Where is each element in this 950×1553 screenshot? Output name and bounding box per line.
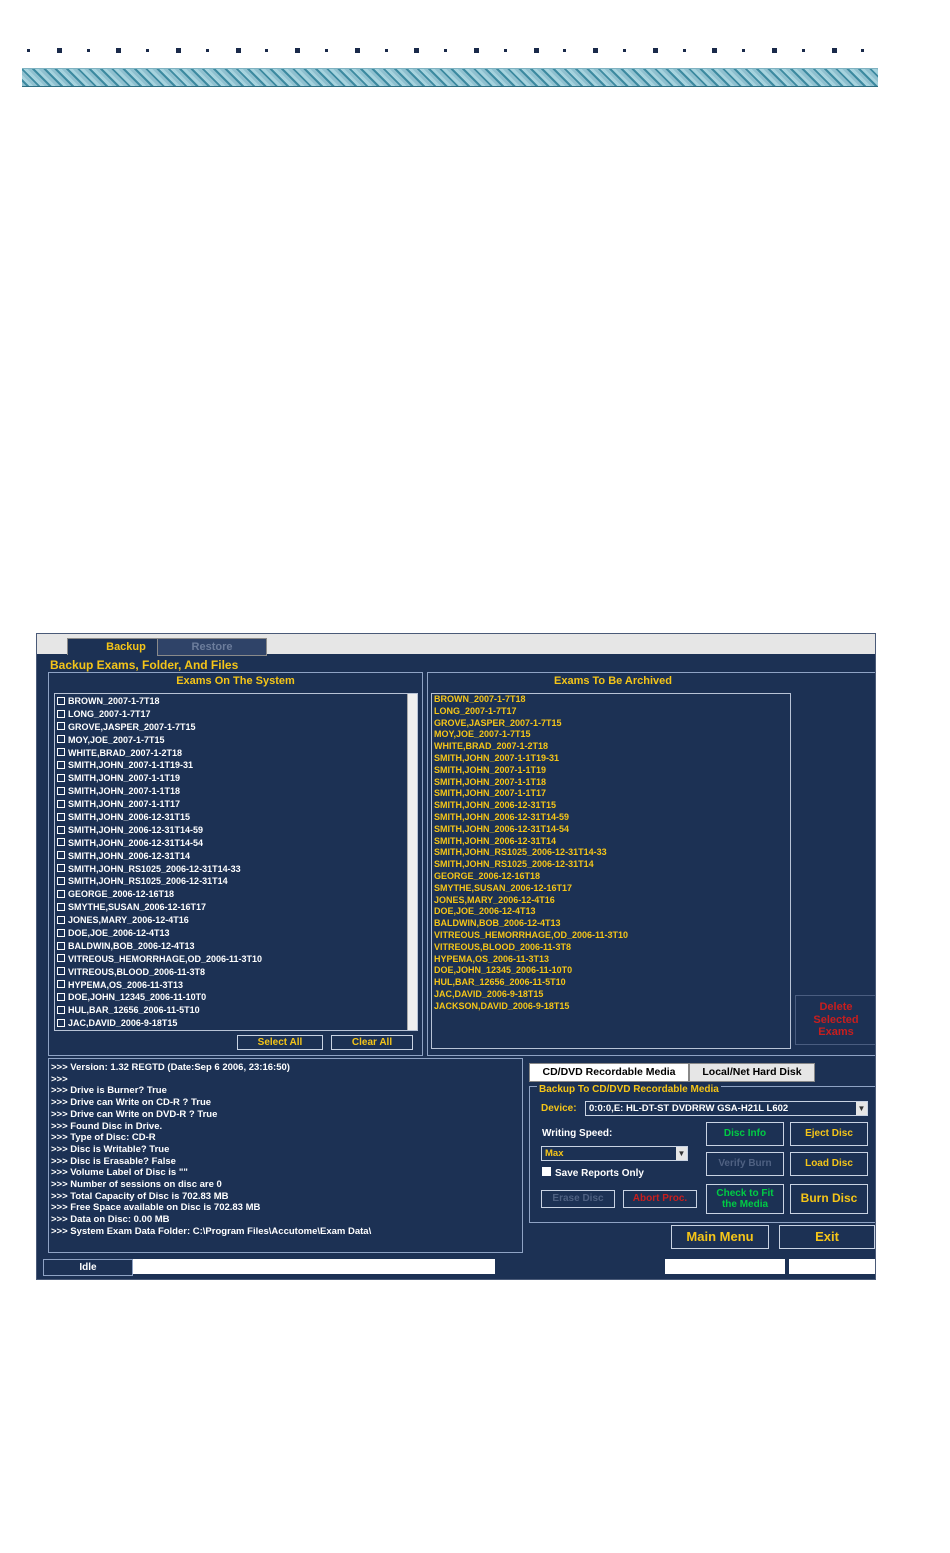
checkbox-icon[interactable]	[57, 1006, 65, 1014]
list-item-label: GROVE,JASPER_2007-1-7T15	[68, 721, 196, 732]
checkbox-icon[interactable]	[57, 800, 65, 808]
disc-info-button[interactable]: Disc Info	[706, 1122, 784, 1146]
checkbox-icon[interactable]	[57, 864, 65, 872]
writing-speed-select[interactable]	[541, 1146, 688, 1161]
list-item-label: SMITH,JOHN_RS1025_2006-12-31T14-33	[68, 863, 241, 874]
checkbox-icon[interactable]	[57, 838, 65, 846]
cd-dvd-group	[529, 1086, 876, 1223]
list-item[interactable]: HUL,BAR_12656_2006-11-5T10	[434, 977, 566, 988]
exit-button[interactable]: Exit	[779, 1225, 875, 1249]
clear-all-button[interactable]: Clear All	[331, 1035, 413, 1050]
decorative-dot	[87, 49, 90, 52]
checkbox-icon[interactable]	[57, 954, 65, 962]
list-item[interactable]	[55, 927, 262, 940]
list-item[interactable]	[55, 695, 262, 708]
decorative-dot	[116, 48, 121, 53]
list-item[interactable]: DOE,JOHN_12345_2006-11-10T0	[434, 965, 573, 976]
status-field-2	[665, 1259, 785, 1274]
log-line: >>> Free Space available on Disc is 702.83 MB	[51, 1202, 261, 1214]
log-line: >>> Type of Disc: CD-R	[51, 1132, 156, 1144]
list-item[interactable]: LONG_2007-1-7T17	[434, 705, 517, 716]
decorative-dot	[355, 48, 360, 53]
abort-proc-button[interactable]: Abort Proc.	[623, 1190, 697, 1208]
checkbox-icon[interactable]	[57, 761, 65, 769]
log-line: >>> Drive is Burner? True	[51, 1085, 167, 1097]
checkbox-icon[interactable]	[57, 787, 65, 795]
list-item[interactable]	[55, 837, 262, 850]
log-line: >>> Drive can Write on DVD-R ? True	[51, 1108, 218, 1120]
list-item[interactable]	[55, 759, 262, 772]
decorative-dot	[832, 48, 837, 53]
list-item-label: SMYTHE,SUSAN_2006-12-16T17	[68, 902, 207, 913]
log-line: >>> Found Disc in Drive.	[51, 1120, 163, 1132]
list-item[interactable]: VITREOUS,BLOOD_2006-11-3T8	[434, 941, 572, 952]
list-item[interactable]: SMITH,JOHN_RS1025_2006-12-31T14	[434, 859, 594, 870]
list-item[interactable]	[55, 966, 262, 979]
decorative-dot	[683, 49, 686, 52]
list-item[interactable]	[55, 888, 262, 901]
list-item[interactable]	[55, 875, 262, 888]
checkbox-icon[interactable]	[57, 697, 65, 705]
list-item[interactable]: SMYTHE,SUSAN_2006-12-16T17	[434, 882, 573, 893]
list-item[interactable]: JACKSON,DAVID_2006-9-18T15	[434, 1000, 570, 1011]
checkbox-icon[interactable]	[57, 851, 65, 859]
list-item[interactable]	[55, 863, 262, 876]
list-item-label: SMITH,JOHN_2006-12-31T14-54	[68, 837, 204, 848]
list-item[interactable]	[55, 708, 262, 721]
exams-on-system-title: Exams On The System	[176, 675, 295, 687]
list-item[interactable]: SMITH,JOHN_2006-12-31T14-59	[434, 811, 570, 822]
tab-local-net-hard-disk[interactable]: Local/Net Hard Disk	[689, 1063, 815, 1082]
erase-disc-button[interactable]: Erase Disc	[541, 1190, 615, 1208]
log-line: >>>	[51, 1073, 68, 1085]
list-item[interactable]	[55, 901, 262, 914]
exams-to-archive-title: Exams To Be Archived	[554, 675, 672, 687]
check-to-fit-button[interactable]: Check to Fit the Media	[706, 1184, 784, 1214]
list-item-label: LONG_2007-1-7T17	[68, 708, 151, 719]
status-field-1	[133, 1259, 495, 1274]
list-item-label: GEORGE_2006-12-16T18	[68, 889, 175, 900]
decorative-dot	[504, 49, 507, 52]
list-item[interactable]: GROVE,JASPER_2007-1-7T15	[434, 717, 562, 728]
decorative-dot	[623, 49, 626, 52]
log-line: >>> Total Capacity of Disc is 702.83 MB	[51, 1190, 229, 1202]
decorative-dot	[206, 49, 209, 52]
list-item-label: BROWN_2007-1-7T18	[68, 696, 160, 706]
decorative-dot	[325, 49, 328, 52]
list-item[interactable]: SMITH,JOHN_2007-1-1T19	[434, 764, 547, 775]
tab-cd-dvd-media[interactable]: CD/DVD Recordable Media	[529, 1063, 689, 1082]
list-item-label: HYPEMA,OS_2006-11-3T13	[68, 979, 184, 990]
backup-window	[36, 633, 876, 1280]
exams-on-system-panel	[48, 672, 423, 1056]
chevron-down-icon[interactable]: ▼	[677, 1149, 686, 1158]
checkbox-icon[interactable]	[57, 813, 65, 821]
device-label: Device:	[541, 1103, 577, 1114]
device-value: 0:0:0,E: HL-DT-ST DVDRRW GSA-H21L L602	[589, 1103, 789, 1114]
exams-to-archive-panel	[427, 672, 876, 1056]
log-line: >>> Disc is Writable? True	[51, 1143, 170, 1155]
list-item[interactable]	[55, 734, 262, 747]
status-bar	[37, 1257, 875, 1277]
decorative-dot	[27, 49, 30, 52]
list-item-label: DOE,JOE_2006-12-4T13	[68, 928, 170, 939]
list-item[interactable]	[55, 798, 262, 811]
checkbox-icon[interactable]	[57, 942, 65, 950]
eject-disc-button[interactable]: Eject Disc	[790, 1122, 868, 1146]
checkbox-icon[interactable]	[57, 890, 65, 898]
checkbox-icon[interactable]	[57, 774, 65, 782]
list-item-label: SMITH,JOHN_2006-12-31T15	[68, 812, 191, 823]
list-item[interactable]: DOE,JOE_2006-12-4T13	[434, 906, 536, 917]
list-item-label: JAC,DAVID_2006-9-18T15	[68, 1018, 178, 1029]
list-item[interactable]	[55, 979, 262, 992]
decorative-dot	[653, 48, 658, 53]
checkbox-icon[interactable]	[57, 980, 65, 988]
list-item[interactable]: WHITE,BRAD_2007-1-2T18	[434, 741, 549, 752]
decorative-dot	[772, 48, 777, 53]
list-item[interactable]	[55, 953, 262, 966]
list-item[interactable]: BALDWIN,BOB_2006-12-4T13	[434, 918, 561, 929]
decorative-dot	[176, 48, 181, 53]
list-item[interactable]: SMITH,JOHN_2006-12-31T15	[434, 800, 557, 811]
checkbox-icon[interactable]	[57, 967, 65, 975]
checkbox-icon[interactable]	[57, 877, 65, 885]
writing-speed-label: Writing Speed:	[542, 1128, 613, 1139]
list-item[interactable]	[55, 1017, 262, 1030]
tab-backup[interactable]: Backup	[67, 638, 185, 655]
list-item[interactable]: HYPEMA,OS_2006-11-3T13	[434, 953, 550, 964]
checkbox-icon[interactable]	[57, 903, 65, 911]
header-dot-rule	[22, 46, 882, 56]
list-item[interactable]: BROWN_2007-1-7T18	[434, 694, 526, 704]
list-item[interactable]: VITREOUS_HEMORRHAGE,OD_2006-11-3T10	[434, 929, 629, 940]
checkbox-icon[interactable]	[57, 748, 65, 756]
writing-speed-value: Max	[545, 1148, 564, 1159]
list-item[interactable]	[55, 914, 262, 927]
decorative-dot	[414, 48, 419, 53]
list-item[interactable]	[55, 772, 262, 785]
log-output	[51, 1062, 371, 1238]
decorative-dot	[57, 48, 62, 53]
burn-disc-button[interactable]: Burn Disc	[790, 1184, 868, 1214]
list-item-label: MOY,JOE_2007-1-7T15	[68, 734, 165, 745]
log-line: >>> Version: 1.32 REGTD (Date:Sep 6 2006, 23:16:50)	[51, 1062, 290, 1073]
list-item[interactable]	[55, 811, 262, 824]
list-item[interactable]	[55, 940, 262, 953]
main-menu-button[interactable]: Main Menu	[671, 1225, 769, 1249]
decorative-dot	[712, 48, 717, 53]
decorative-dot	[444, 49, 447, 52]
section-title: Backup Exams, Folder, And Files	[50, 658, 239, 672]
list-item-label: SMITH,JOHN_RS1025_2006-12-31T14	[68, 876, 228, 887]
decorative-dot	[474, 48, 479, 53]
verify-burn-button[interactable]: Verify Burn	[706, 1152, 784, 1176]
list-item[interactable]: SMITH,JOHN_2007-1-1T18	[434, 776, 547, 787]
header-banner	[22, 68, 878, 87]
log-line: >>> Data on Disc: 0.00 MB	[51, 1214, 170, 1226]
list-item-label: DOE,JOHN_12345_2006-11-10T0	[68, 992, 207, 1003]
decorative-dot	[593, 48, 598, 53]
log-line: >>> Volume Label of Disc is ""	[51, 1167, 188, 1179]
list-item-label: SMITH,JOHN_2007-1-1T19-31	[68, 760, 194, 771]
chevron-down-icon[interactable]: ▼	[857, 1104, 866, 1113]
log-panel	[48, 1058, 523, 1253]
checkbox-icon[interactable]	[57, 1019, 65, 1027]
decorative-dot	[534, 48, 539, 53]
list-item[interactable]: SMITH,JOHN_2006-12-31T14-54	[434, 823, 570, 834]
list-item[interactable]	[55, 721, 262, 734]
decorative-dot	[146, 49, 149, 52]
list-item-label: WHITE,BRAD_2007-1-2T18	[68, 747, 183, 758]
list-item[interactable]: MOY,JOE_2007-1-7T15	[434, 729, 531, 740]
exams-on-system-list[interactable]	[54, 693, 418, 1031]
checkbox-icon[interactable]	[57, 929, 65, 937]
checkbox-icon[interactable]	[57, 826, 65, 834]
device-select[interactable]	[585, 1101, 868, 1116]
list-item-label: SMITH,JOHN_2007-1-1T18	[68, 786, 181, 797]
list-item-label: SMITH,JOHN_2006-12-31T14-59	[68, 824, 204, 835]
list-item[interactable]	[55, 824, 262, 837]
log-line: >>> Disc is Erasable? False	[51, 1155, 176, 1167]
list-item[interactable]: GEORGE_2006-12-16T18	[434, 870, 541, 881]
log-line: >>> System Exam Data Folder: C:\Program Files\Accutome\Exam Data\	[51, 1225, 372, 1237]
checkbox-icon[interactable]	[57, 993, 65, 1001]
list-item[interactable]	[55, 850, 262, 863]
list-item-label: VITREOUS,BLOOD_2006-11-3T8	[68, 966, 206, 977]
list-item[interactable]: SMITH,JOHN_2006-12-31T14	[434, 835, 557, 846]
group-title: Backup To CD/DVD Recordable Media	[539, 1084, 719, 1095]
list-item[interactable]	[55, 991, 262, 1004]
list-item[interactable]	[55, 785, 262, 798]
list-item-label: VITREOUS_HEMORRHAGE,OD_2006-11-3T10	[68, 953, 263, 964]
list-item[interactable]: SMITH,JOHN_RS1025_2006-12-31T14-33	[434, 847, 607, 858]
list-item[interactable]	[55, 1004, 262, 1017]
decorative-dot	[861, 49, 864, 52]
decorative-dot	[236, 48, 241, 53]
select-all-button[interactable]: Select All	[237, 1035, 323, 1050]
decorative-dot	[563, 49, 566, 52]
tab-bar	[37, 634, 875, 654]
list-item-label: HUL,BAR_12656_2006-11-5T10	[68, 1005, 200, 1016]
decorative-dot	[265, 49, 268, 52]
decorative-dot	[742, 49, 745, 52]
decorative-dot	[385, 49, 388, 52]
checkbox-icon[interactable]	[57, 916, 65, 924]
load-disc-button[interactable]: Load Disc	[790, 1152, 868, 1176]
list-item[interactable]: JONES,MARY_2006-12-4T16	[434, 894, 555, 905]
tab-restore[interactable]: Restore	[157, 638, 267, 656]
exams-to-archive-list[interactable]	[431, 693, 791, 1049]
list-item-label: SMITH,JOHN_2006-12-31T14	[68, 850, 191, 861]
list-item[interactable]: JAC,DAVID_2006-9-18T15	[434, 988, 544, 999]
list-scrollbar[interactable]	[407, 694, 417, 1030]
checkbox-icon	[542, 1167, 551, 1176]
list-item-label: JONES,MARY_2006-12-4T16	[68, 915, 189, 926]
status-field-3	[789, 1259, 875, 1274]
list-item[interactable]: SMITH,JOHN_2007-1-1T17	[434, 788, 547, 799]
log-line: >>> Number of sessions on disc are 0	[51, 1179, 222, 1191]
checkbox-icon[interactable]	[57, 722, 65, 730]
save-reports-label: Save Reports Only	[555, 1168, 644, 1179]
list-item-label: SMITH,JOHN_2007-1-1T17	[68, 799, 181, 810]
status-text: Idle	[43, 1259, 133, 1276]
delete-selected-exams-button[interactable]: Delete Selected Exams	[795, 995, 876, 1045]
save-reports-checkbox[interactable]	[542, 1167, 644, 1179]
list-item-label: BALDWIN,BOB_2006-12-4T13	[68, 940, 195, 951]
list-item-label: SMITH,JOHN_2007-1-1T19	[68, 773, 181, 784]
decorative-dot	[802, 49, 805, 52]
list-item[interactable]: SMITH,JOHN_2007-1-1T19-31	[434, 752, 560, 763]
log-line: >>> Drive can Write on CD-R ? True	[51, 1097, 212, 1109]
checkbox-icon[interactable]	[57, 710, 65, 718]
checkbox-icon[interactable]	[57, 735, 65, 743]
list-item[interactable]	[55, 747, 262, 760]
decorative-dot	[295, 48, 300, 53]
